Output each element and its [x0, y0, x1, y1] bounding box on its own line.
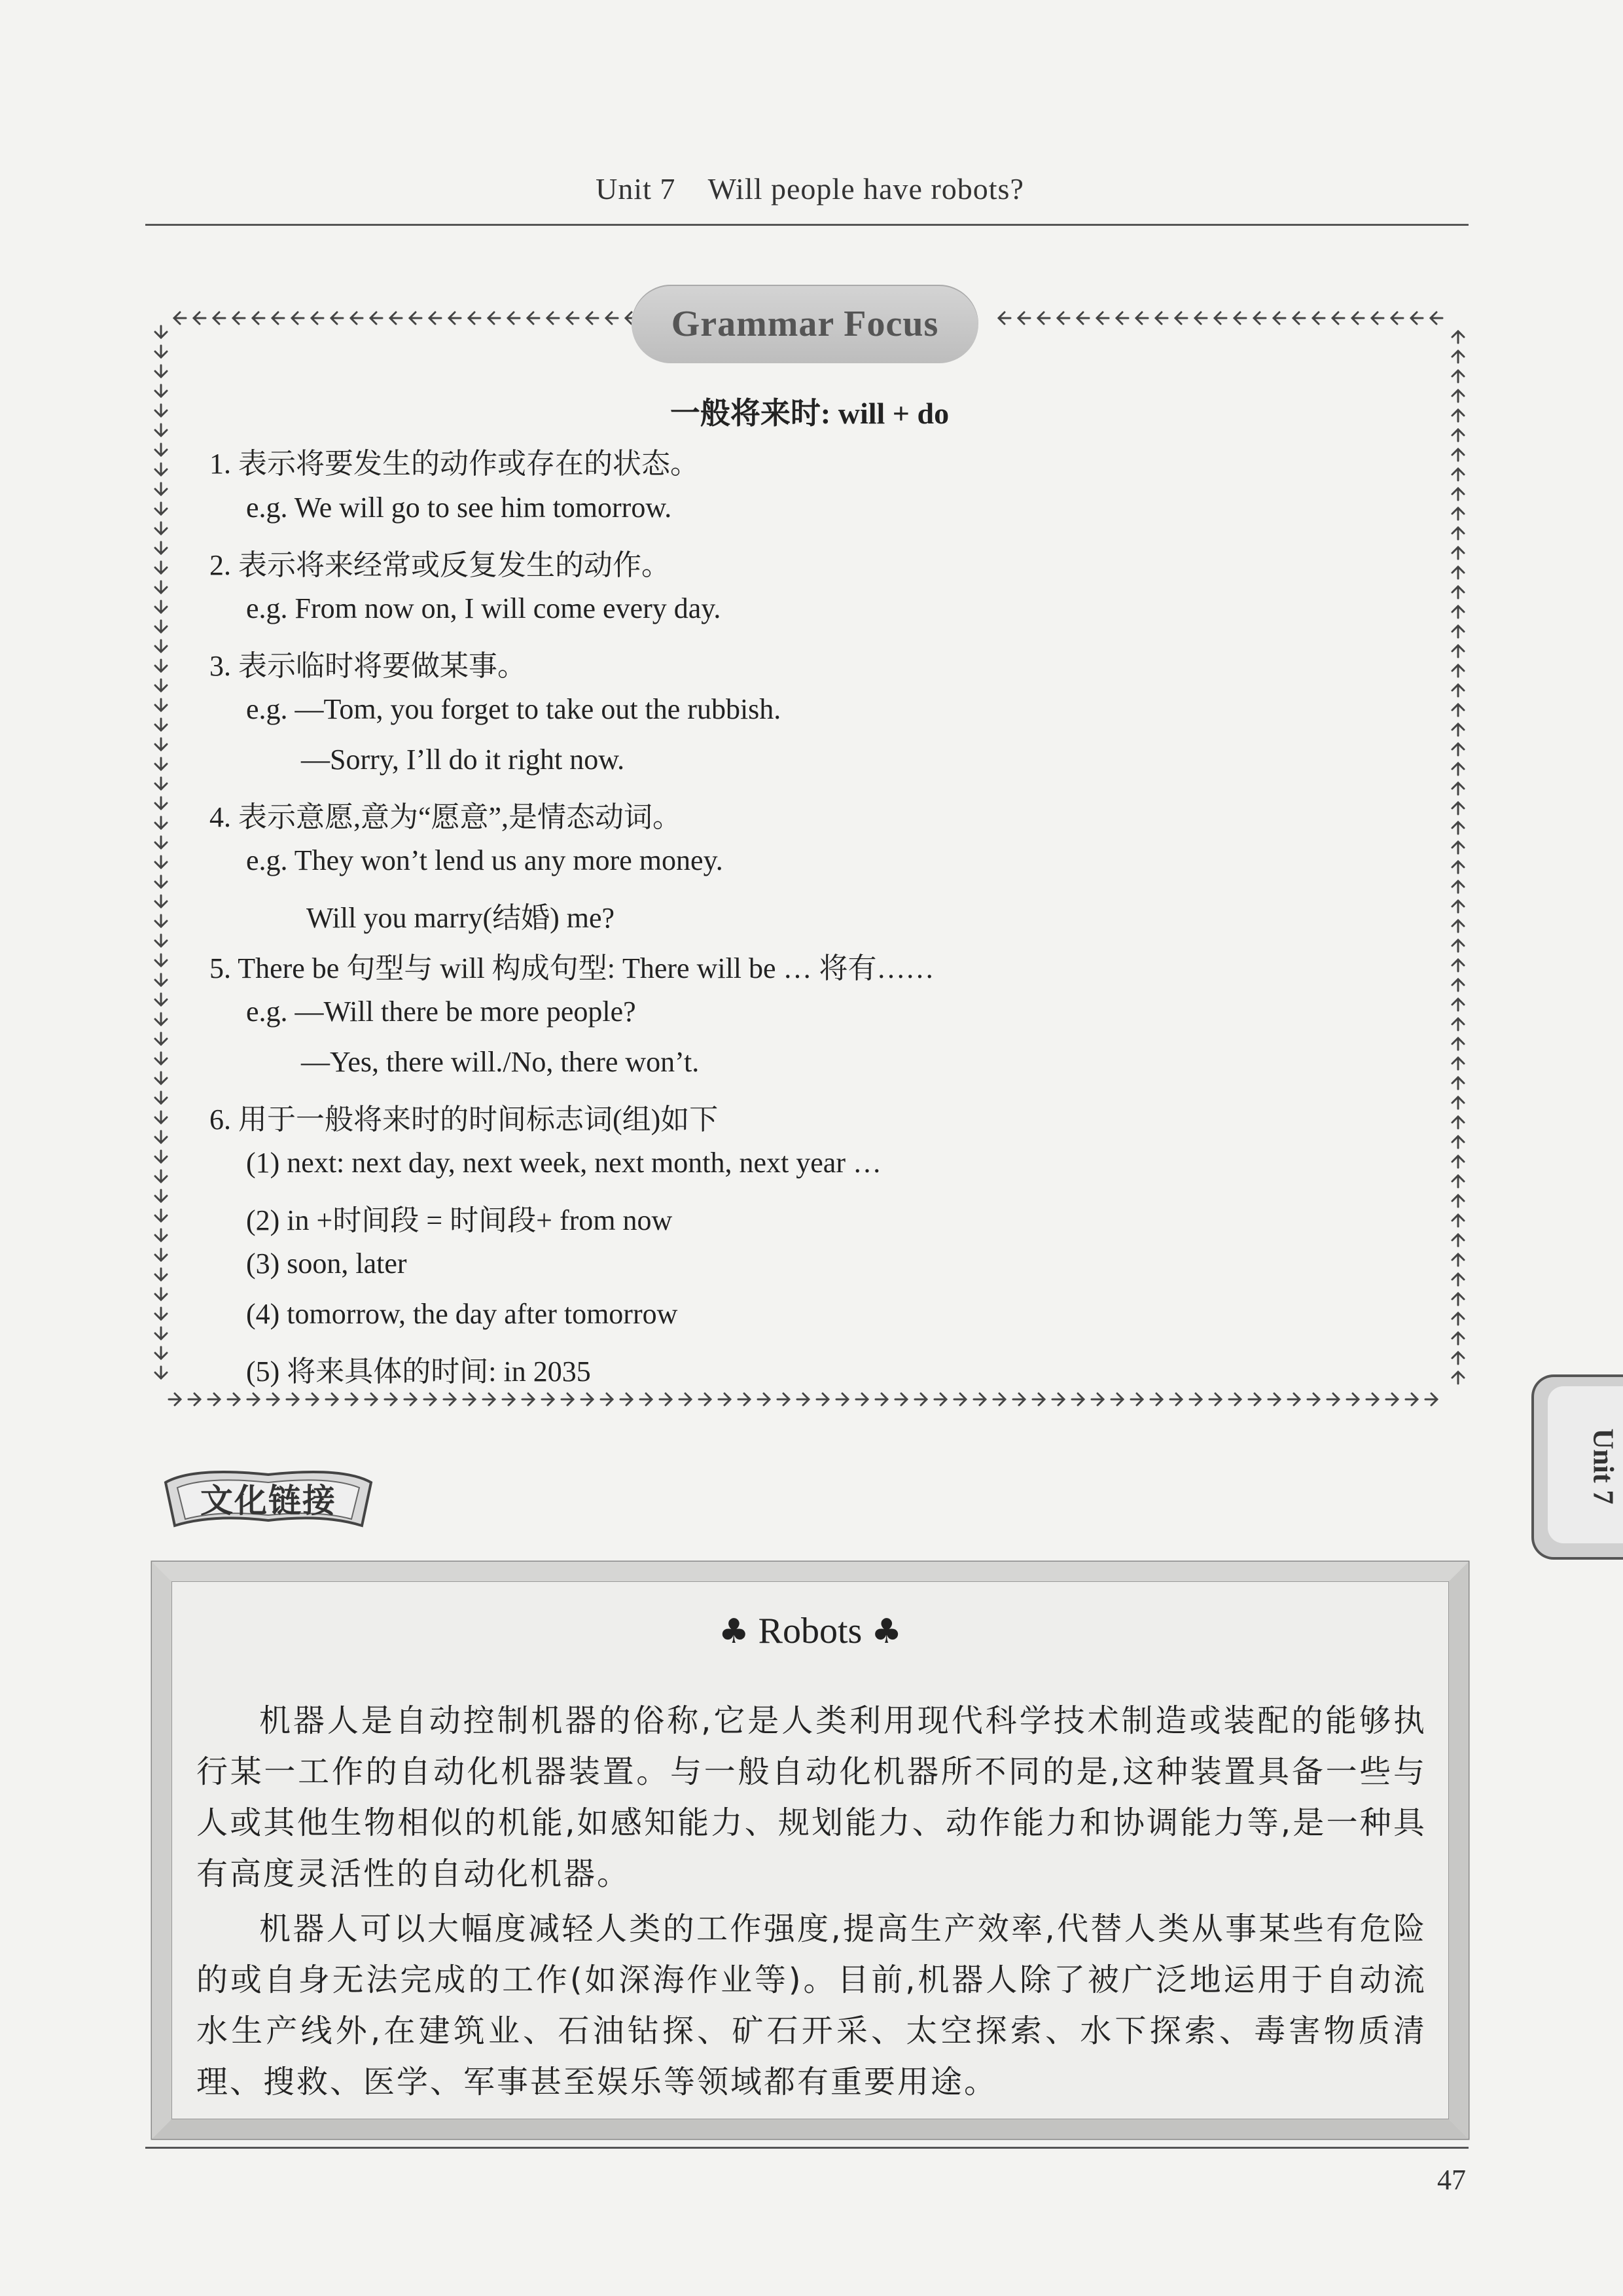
grammar-example: —Yes, there will./No, there won’t.	[301, 1046, 700, 1078]
culture-link-label: 文化链接	[200, 1482, 336, 1520]
time-marker-item: (3) soon, later	[246, 1247, 407, 1280]
time-marker-item: (4) tomorrow, the day after tomorrow	[246, 1298, 678, 1330]
robots-title-text: Robots	[758, 1611, 863, 1651]
grammar-example: e.g. From now on, I will come every day.	[246, 592, 721, 624]
grammar-rule-3: 3. 表示临时将要做某事。	[209, 650, 526, 682]
grammar-example: e.g. They won’t lend us any more money.	[246, 844, 723, 876]
page-number: 47	[1437, 2164, 1466, 2196]
grammar-rule-2: 2. 表示将来经常或反复发生的动作。	[209, 549, 670, 581]
footer-rule	[145, 2147, 1469, 2149]
grammar-rule-5: 5. There be 句型与 will 构成句型: There will be … 将有……	[209, 952, 935, 984]
grammar-example: e.g. We will go to see him tomorrow.	[246, 492, 672, 524]
time-marker-item: (5) 将来具体的时间: in 2035	[246, 1355, 591, 1388]
unit-side-tab-label: Unit 7	[1587, 1428, 1620, 1505]
grammar-example: e.g. —Tom, you forget to take out the rubbish.	[246, 693, 781, 725]
robots-paragraph-1: 机器人是自动控制机器的俗称,它是人类利用现代科学技术制造或装配的能够执行某一工作的自动化机器装置。与一般自动化机器所不同的是,这种装置具备一些与人或其他生物相似的机能,如感知能力、规划能力、动作能力和协调能力等,是一种具有高度灵活性的自动化机器。	[196, 1702, 1427, 1892]
header-rule	[145, 224, 1469, 226]
robots-paragraph-2: 机器人可以大幅度减轻人类的工作强度,提高生产效率,代替人类从事某些有危险的或自身无法完成的工作(如深海作业等)。目前,机器人除了被广泛地运用于自动流水生产线外,在建筑业、石油钻探、矿石开采、太空探索、水下探索、毒害物质清理、搜救、医学、军事甚至娱乐等领域都有重要用途。	[196, 1910, 1427, 2100]
grammar-rule-1: 1. 表示将要发生的动作或存在的状态。	[209, 448, 699, 480]
grammar-heading: 一般将来时: will + do	[669, 397, 950, 430]
grammar-focus-title: Grammar Focus	[632, 285, 978, 363]
running-header: Unit 7 Will people have robots?	[596, 172, 1024, 206]
time-marker-item: (2) in +时间段 = 时间段+ from now	[246, 1204, 673, 1236]
grammar-rule-4: 4. 表示意愿,意为“愿意”,是情态动词。	[209, 801, 682, 833]
grammar-example: Will you marry(结婚) me?	[306, 902, 615, 934]
grammar-example: —Sorry, I’ll do it right now.	[301, 744, 625, 776]
club-suit-icon: ♣	[719, 1612, 749, 1651]
grammar-example: e.g. —Will there be more people?	[246, 996, 636, 1028]
grammar-rule-6: 6. 用于一般将来时的时间标志词(组)如下	[209, 1103, 719, 1136]
robots-title	[149, 1610, 1471, 1652]
club-suit-icon: ♣	[871, 1612, 902, 1651]
time-marker-item: (1) next: next day, next week, next month, next year …	[246, 1147, 882, 1179]
